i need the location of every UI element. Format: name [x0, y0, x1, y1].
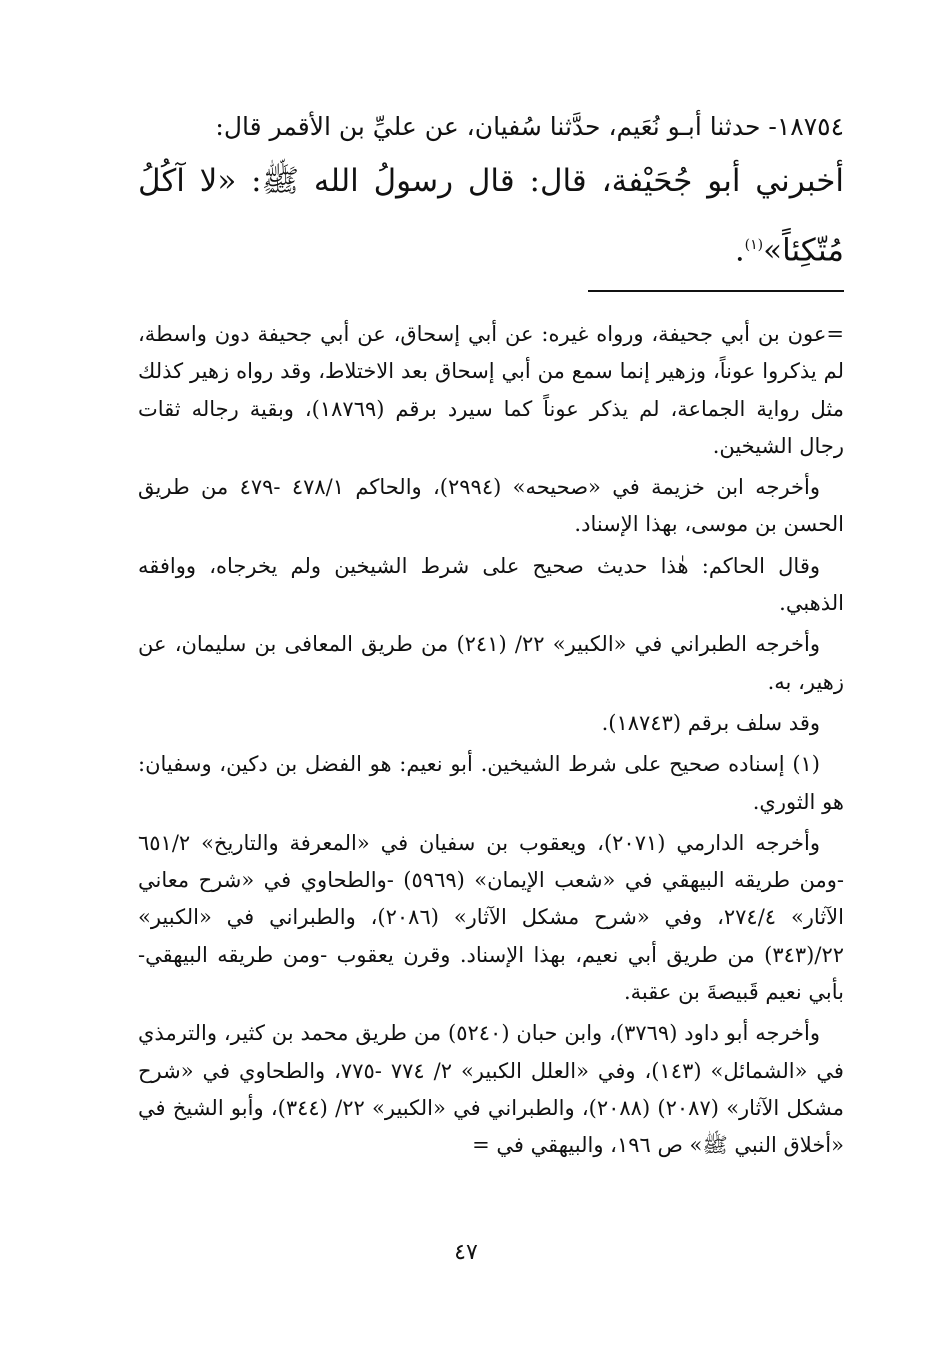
hadith-matn: أخبرني أبو جُحَيْفة، قال: قال رسولُ الله ﷺ: «لا آكُلُ مُتّكِئاً»: [138, 163, 844, 269]
hadith-block: [138, 105, 844, 282]
footnote-paragraph: وقد سلف برقم (١٨٧٤٣).: [601, 710, 820, 735]
hadith-isnad-line: ١٨٧٥٤- حدثنا أبـو نُعَيم، حدَّثنا سُفيان، عن عليِّ بن الأقمر قال:: [215, 112, 844, 141]
footnote-paragraph: (١) إسناده صحيح على شرط الشيخين. أبو نعيم: هو الفضل بن دكين، وسفيان: هو الثوري.: [138, 752, 844, 814]
hadith-end-mark: .: [734, 232, 745, 269]
footnote-paragraph: وأخرجه الدارمي (٢٠٧١)، ويعقوب بن سفيان في «المعرفة والتاريخ» ٦٥١/٢ -ومن طريقه البيهقي في «شعب الإيمان» (٥٩٦٩) -والطحاوي في «شرح معاني الآثار» ٢٧٤/٤، وفي «شرح مشكل الآثار» (٢٠٨٦)، والطبراني في «الكبير» ٢٢/(٣٤٣) من طريق أبي نعيم، بهذا الإسناد. وقرن يعقوب -ومن طريقه البيهقي- بأبي نعيم قَبيصةَ بن عقبة.: [138, 830, 844, 1005]
footnote-paragraph: وأخرجه أبو داود (٣٧٦٩)، وابن حبان (٥٢٤٠) من طريق محمد بن كثير، والترمذي في «الشمائل» (١٤٣)، وفي «العلل الكبير» ٢/ ٧٧٤ -٧٧٥، والطحاوي في «شرح مشكل الآثار» (٢٠٨٧) (٢٠٨٨)، والطبراني في «الكبير» ٢٢/ (٣٤٤)، وأبو الشيخ في «أخلاق النبي ﷺ» ص ١٩٦، والبيهقي في =: [138, 1021, 844, 1158]
footnote-divider: [588, 290, 844, 292]
footnotes: [138, 316, 844, 1169]
footnote-paragraph: =عون بن أبي جحيفة، ورواه غيره: عن أبي إسحاق، عن أبي جحيفة دون واسطة، لم يذكروا عوناً، وزهير إنما سمع من أبي إسحاق بعد الاختلاط، وقد رواه زهير كذلك مثل رواية الجماعة، لم يذكر عوناً كما سيرد برقم (١٨٧٦٩)، وبقية رجاله ثقات رجال الشيخين.: [138, 322, 845, 458]
footnote-reference: (١): [744, 237, 764, 253]
footnote-paragraph: وأخرجه ابن خزيمة في «صحيحه» (٢٩٩٤)، والحاكم ٤٧٨/١ -٤٧٩ من طريق الحسن بن موسى، بهذا الإسناد.: [138, 475, 844, 537]
hadith-text: [138, 149, 844, 282]
footnote-paragraph: وأخرجه الطبراني في «الكبير» ٢٢/ (٢٤١) من طريق المعافى بن سليمان، عن زهير، به.: [138, 632, 844, 694]
page-number: ٤٧: [454, 1240, 478, 1265]
footnote-paragraph: وقال الحاكم: هٰذا حديث صحيح على شرط الشيخين ولم يخرجاه، ووافقه الذهبي.: [138, 553, 844, 616]
